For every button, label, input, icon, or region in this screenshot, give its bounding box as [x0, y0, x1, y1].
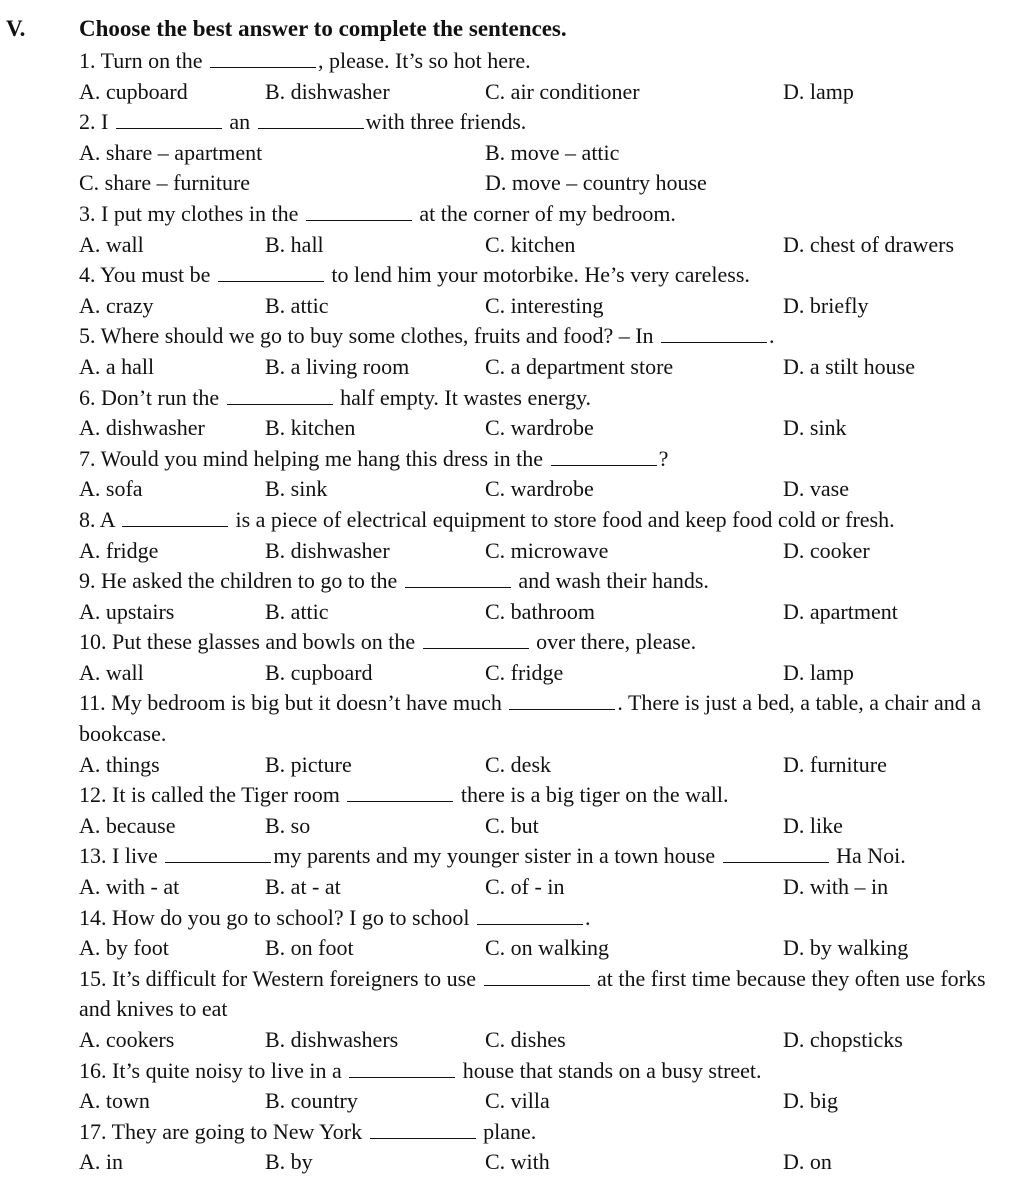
answer-option-d: D. big — [783, 1088, 838, 1114]
question-text — [79, 107, 1009, 138]
question-item — [79, 780, 1009, 841]
answer-option-a: A. cupboard — [79, 78, 188, 104]
answer-blank — [423, 647, 529, 649]
question-text-segment: 12. It is called the Tiger room — [79, 782, 346, 808]
question-item — [79, 321, 1009, 382]
question-item — [79, 1056, 1009, 1117]
answer-option-d: D. briefly — [783, 292, 869, 318]
answer-option-a: A. things — [79, 751, 160, 777]
question-item — [79, 107, 1009, 199]
options-row — [79, 230, 1009, 261]
answer-option-c: C. fridge — [485, 659, 564, 685]
answer-option-d: D. by walking — [783, 935, 909, 961]
question-text — [79, 383, 1009, 414]
question-text-segment: is a piece of electrical equipment to store food and keep food cold or fresh. — [229, 506, 895, 532]
question-text — [79, 841, 1009, 872]
question-text-segment: at the first time because they often use forks and knives to eat — [79, 965, 992, 1022]
answer-option-c: C. on walking — [485, 935, 610, 961]
question-item — [79, 964, 1009, 1056]
answer-blank — [306, 219, 412, 221]
question-item — [79, 841, 1009, 902]
answer-blank — [122, 525, 228, 527]
question-item — [79, 505, 1009, 566]
answer-option-d: D. lamp — [783, 659, 854, 685]
answer-blank — [227, 403, 333, 405]
question-text — [79, 1056, 1009, 1087]
question-text — [79, 566, 1009, 597]
question-text-segment: over there, please. — [530, 629, 697, 655]
answer-option-a: A. in — [79, 1149, 123, 1175]
answer-blank — [218, 280, 324, 282]
answer-option-d: D. a stilt house — [783, 353, 915, 379]
question-text-segment: 15. It’s difficult for Western foreigners to use — [79, 965, 482, 991]
section-heading: Choose the best answer to complete the sentences. — [79, 16, 567, 41]
options-row — [79, 1147, 1009, 1178]
question-text-segment: plane. — [477, 1118, 537, 1144]
answer-blank — [349, 1076, 455, 1078]
answer-option-b: B. so — [265, 812, 311, 838]
answer-option-b: B. dishwasher — [265, 537, 390, 563]
answer-option-b: B. on foot — [265, 935, 354, 961]
answer-option-b: B. cupboard — [265, 659, 373, 685]
answer-option-d: D. with – in — [783, 874, 889, 900]
question-text-segment: Ha Noi. — [830, 843, 906, 869]
answer-blank — [165, 861, 271, 863]
answer-blank — [477, 923, 583, 925]
options-row — [79, 413, 1009, 444]
answer-option-d: D. move – country house — [485, 170, 707, 196]
answer-option-c: C. interesting — [485, 292, 604, 318]
options-row — [79, 77, 1009, 108]
answer-option-a: A. wall — [79, 659, 144, 685]
question-text-segment: and wash their hands. — [512, 568, 709, 594]
answer-blank — [210, 66, 316, 68]
answer-option-a: A. dishwasher — [79, 415, 205, 441]
question-text — [79, 260, 1009, 291]
question-text-segment: 17. They are going to New York — [79, 1118, 368, 1144]
question-text — [79, 321, 1009, 352]
question-text-segment: 11. My bedroom is big but it doesn’t have much — [79, 690, 508, 716]
answer-option-b: B. at - at — [265, 874, 341, 900]
answer-blank — [551, 464, 657, 466]
answer-option-c: C. desk — [485, 751, 551, 777]
answer-option-c: C. bathroom — [485, 598, 595, 624]
question-item — [79, 903, 1009, 964]
question-text — [79, 688, 1009, 749]
answer-blank — [370, 1137, 476, 1139]
answer-blank — [484, 984, 590, 986]
answer-option-b: B. hall — [265, 231, 324, 257]
answer-blank — [258, 127, 364, 129]
question-text-segment: house that stands on a busy street. — [457, 1057, 762, 1083]
question-item — [79, 566, 1009, 627]
answer-blank — [661, 341, 767, 343]
answer-option-d: D. vase — [783, 476, 849, 502]
answer-blank — [405, 586, 511, 588]
options-row — [79, 872, 1009, 903]
question-text-segment: 3. I put my clothes in the — [79, 200, 304, 226]
options-row — [79, 1025, 1009, 1056]
answer-option-c: C. share – furniture — [79, 170, 251, 196]
question-text-segment: 1. Turn on the — [79, 48, 208, 73]
options-row — [79, 811, 1009, 842]
answer-option-a: A. by foot — [79, 935, 169, 961]
answer-option-b: B. attic — [265, 292, 329, 318]
answer-option-c: C. but — [485, 812, 539, 838]
options-row — [79, 352, 1009, 383]
question-text — [79, 1117, 1009, 1148]
question-text-segment: there is a big tiger on the wall. — [455, 782, 729, 808]
section-number: V. — [6, 16, 26, 41]
answer-option-c: C. of - in — [485, 874, 565, 900]
answer-option-c: C. kitchen — [485, 231, 576, 257]
answer-option-a: A. share – apartment — [79, 139, 263, 165]
question-text-segment: 16. It’s quite noisy to live in a — [79, 1057, 348, 1083]
answer-option-d: D. lamp — [783, 78, 854, 104]
question-text-segment: 14. How do you go to school? I go to school — [79, 904, 475, 930]
answer-option-a: A. fridge — [79, 537, 159, 563]
answer-option-b: B. sink — [265, 476, 328, 502]
answer-option-b: B. a living room — [265, 353, 410, 379]
question-text-segment: 7. Would you mind helping me hang this dress in the — [79, 445, 549, 471]
question-text — [79, 964, 1009, 1025]
answer-option-c: C. microwave — [485, 537, 609, 563]
options-row — [79, 933, 1009, 964]
options-row — [79, 658, 1009, 689]
answer-option-b: B. move – attic — [485, 139, 620, 165]
question-text-segment: 2. I — [79, 109, 114, 135]
answer-option-a: A. with - at — [79, 874, 180, 900]
answer-option-a: A. cookers — [79, 1027, 175, 1052]
options-row — [79, 536, 1009, 567]
question-item — [79, 444, 1009, 505]
question-text-segment: . There is just a bed, a table, a chair and a bookcase. — [79, 690, 987, 747]
answer-blank — [723, 861, 829, 863]
options-row — [79, 291, 1009, 322]
question-text-segment: 13. I live — [79, 843, 164, 869]
question-item — [79, 199, 1009, 260]
answer-option-a: A. crazy — [79, 292, 154, 318]
question-text-segment: my parents and my younger sister in a town house — [273, 843, 721, 869]
question-text-segment: 9. He asked the children to go to the — [79, 568, 403, 594]
answer-option-a: A. a hall — [79, 353, 155, 379]
answer-option-b: B. by — [265, 1149, 313, 1175]
answer-option-a: A. town — [79, 1088, 150, 1114]
answer-option-c: C. a department store — [485, 353, 674, 379]
question-text — [79, 505, 1009, 536]
answer-option-a: A. upstairs — [79, 598, 175, 624]
question-text-segment: an — [223, 109, 256, 135]
question-item — [79, 627, 1009, 688]
answer-option-a: A. sofa — [79, 476, 143, 502]
options-row — [79, 1086, 1009, 1117]
answer-option-d: D. chopsticks — [783, 1027, 903, 1052]
question-text-segment: ? — [658, 445, 669, 471]
answer-option-c: C. villa — [485, 1088, 550, 1114]
question-text-segment: . — [769, 323, 775, 349]
question-text-segment: to lend him your motorbike. He’s very careless. — [325, 262, 750, 288]
options-row — [79, 138, 1009, 169]
answer-option-b: B. picture — [265, 751, 352, 777]
question-text-segment: with three friends. — [365, 109, 527, 135]
answer-option-b: B. country — [265, 1088, 358, 1114]
question-text-segment: 10. Put these glasses and bowls on the — [79, 629, 421, 655]
options-row — [79, 750, 1009, 781]
question-text — [79, 903, 1009, 934]
answer-option-d: D. sink — [783, 415, 847, 441]
answer-option-a: A. because — [79, 812, 176, 838]
question-text-segment: 5. Where should we go to buy some clothes, fruits and food? – In — [79, 323, 660, 349]
options-row — [79, 474, 1009, 505]
answer-blank — [116, 127, 222, 129]
question-text-segment: at the corner of my bedroom. — [413, 200, 676, 226]
answer-option-c: C. air conditioner — [485, 78, 640, 104]
question-item — [79, 260, 1009, 321]
question-text — [79, 199, 1009, 230]
question-item — [79, 1117, 1009, 1178]
question-item — [79, 688, 1009, 780]
question-item — [79, 46, 1009, 107]
question-item — [79, 383, 1009, 444]
answer-blank — [509, 708, 615, 710]
answer-option-c: C. wardrobe — [485, 476, 594, 502]
options-row — [79, 168, 1009, 199]
question-text-segment: half empty. It wastes energy. — [334, 384, 592, 410]
answer-option-d: D. apartment — [783, 598, 898, 624]
answer-option-b: B. kitchen — [265, 415, 356, 441]
answer-option-d: D. cooker — [783, 537, 870, 563]
question-list — [79, 46, 1009, 1178]
question-text-segment: 4. You must be — [79, 262, 216, 288]
question-text-segment: . — [584, 904, 591, 930]
answer-option-b: B. dishwasher — [265, 78, 390, 104]
options-row — [79, 597, 1009, 628]
question-text-segment: , please. It’s so hot here. — [317, 48, 531, 73]
question-text — [79, 46, 1009, 77]
question-text — [79, 780, 1009, 811]
question-text-segment: 8. A — [79, 506, 120, 532]
question-text-segment: 6. Don’t run the — [79, 384, 225, 410]
answer-option-c: C. dishes — [485, 1027, 566, 1052]
answer-blank — [347, 800, 453, 802]
answer-option-b: B. attic — [265, 598, 329, 624]
answer-option-c: C. with — [485, 1149, 550, 1175]
answer-option-d: D. like — [783, 812, 843, 838]
answer-option-d: D. furniture — [783, 751, 887, 777]
answer-option-c: C. wardrobe — [485, 415, 594, 441]
answer-option-d: D. on — [783, 1149, 832, 1175]
question-text — [79, 444, 1009, 475]
answer-option-a: A. wall — [79, 231, 144, 257]
answer-option-d: D. chest of drawers — [783, 231, 955, 257]
question-text — [79, 627, 1009, 658]
answer-option-b: B. dishwashers — [265, 1027, 399, 1052]
